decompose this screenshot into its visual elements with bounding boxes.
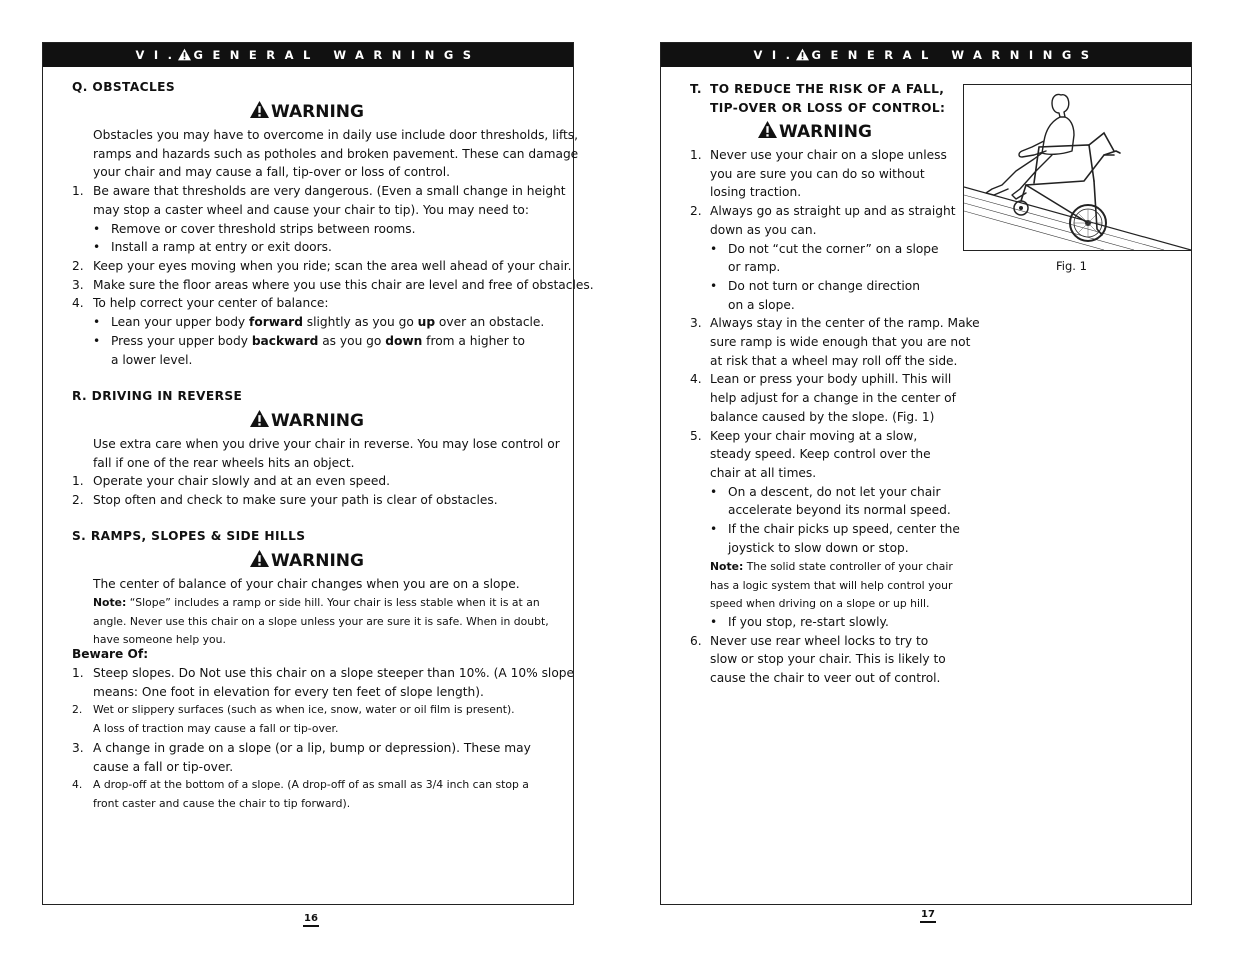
item-marker: • (710, 484, 718, 499)
section-q-item: Remove or cover threshold strips between rooms. (111, 221, 416, 236)
section-t-item: Do not “cut the corner” on a slope (728, 241, 939, 256)
figure-caption: Fig. 1 (1056, 259, 1087, 273)
item-marker: • (710, 522, 718, 536)
left-page-number: 16 (303, 913, 319, 927)
warning-label: WARNING (271, 411, 364, 431)
section-t-item: Keep your chair moving at a slow, (710, 428, 918, 443)
section-q-item: may stop a caster wheel and cause your chair to tip). You may need to: (93, 202, 529, 217)
section-t-note (710, 558, 953, 577)
banner-roman: VI. (753, 48, 800, 62)
section-t-item: accelerate beyond its normal speed. (728, 503, 951, 518)
text-mid: slightly as you go (302, 315, 418, 330)
section-t-item: down as you can. (710, 222, 817, 237)
text-mid: as you go (318, 334, 386, 348)
item-marker: • (93, 240, 101, 255)
banner-text: GENERAL WARNINGS (193, 48, 481, 62)
section-r-intro: Use extra care when you drive your chair in reverse. You may lose control or (93, 437, 560, 451)
item-marker: 3. (690, 316, 702, 331)
warning-heading (250, 409, 364, 432)
item-marker: 1. (72, 184, 84, 199)
section-t-item: If the chair picks up speed, center the (728, 522, 960, 536)
banner-warning-icon (178, 45, 191, 70)
section-t-item: on a slope. (728, 297, 795, 312)
figure-1 (963, 84, 1192, 251)
section-s-note: have someone help you. (93, 633, 226, 646)
section-s-item: front caster and cause the chair to tip forward). (93, 796, 351, 810)
section-r-intro: fall if one of the rear wheels hits an object. (93, 455, 355, 470)
section-t-item: losing traction. (710, 185, 802, 200)
item-marker: 4. (72, 296, 84, 311)
banner-text: GENERAL WARNINGS (811, 48, 1099, 62)
item-marker: 2. (72, 493, 84, 508)
section-q-intro: your chair and may cause a fall, tip-over or loss of control. (93, 165, 450, 180)
item-marker: 3. (72, 277, 84, 292)
item-marker: 2. (72, 258, 84, 273)
section-s-item: A drop-off at the bottom of a slope. (A drop-off of as small as 3/4 inch can stop a (93, 778, 529, 792)
warning-triangle-icon (796, 48, 809, 61)
note-label: Note: (93, 596, 127, 609)
section-t-item: balance caused by the slope. (Fig. 1) (710, 409, 935, 424)
item-marker: 3. (72, 740, 84, 755)
section-q-item: Keep your eyes moving when you ride; scan the area well ahead of your chair. (93, 258, 572, 273)
section-t-item: On a descent, do not let your chair (728, 484, 941, 499)
section-t-item: Always stay in the center of the ramp. Make (710, 316, 980, 331)
section-s-item: A change in grade on a slope (or a lip, bump or depression). These may (93, 740, 531, 755)
left-banner (43, 43, 573, 67)
wheelchair-on-slope-illustration (964, 85, 1191, 250)
section-t-item: help adjust for a change in the center of (710, 391, 956, 406)
warning-label: WARNING (271, 551, 364, 571)
section-t-item: joystick to slow down or stop. (728, 540, 909, 555)
warning-heading (250, 100, 364, 123)
section-q-item: Install a ramp at entry or exit doors. (111, 240, 332, 255)
note-label: Note: (710, 560, 744, 573)
section-s-item: A loss of traction may cause a fall or tip-over. (93, 722, 339, 736)
warning-triangle-icon (178, 48, 191, 61)
section-t-item: If you stop, re-start slowly. (728, 615, 889, 629)
section-s-item: Steep slopes. Do Not use this chair on a slope steeper than 10%. (A 10% slope (93, 666, 575, 680)
item-marker: 1. (690, 148, 702, 162)
section-t-item: Never use your chair on a slope unless (710, 148, 947, 162)
item-marker: 1. (72, 666, 84, 680)
text-post: from a higher to (422, 334, 525, 348)
text-bold: down (385, 334, 423, 348)
section-t-heading: TO REDUCE THE RISK OF A FALL, (710, 82, 945, 96)
note-text: “Slope” includes a ramp or side hill. Your chair is less stable when it is at an (126, 596, 540, 609)
warning-triangle-icon (250, 409, 269, 428)
section-r-item: Operate your chair slowly and at an even speed. (93, 474, 391, 489)
section-q-intro: Obstacles you may have to overcome in daily use include door thresholds, lifts, (93, 128, 579, 142)
item-marker: 2. (690, 204, 702, 219)
section-q-heading: Q. OBSTACLES (72, 80, 176, 94)
section-t-item: Always go as straight up and as straight (710, 204, 956, 219)
section-r-item: Stop often and check to make sure your path is clear of obstacles. (93, 493, 498, 508)
item-marker: • (710, 615, 718, 629)
warning-label: WARNING (779, 122, 872, 142)
beware-heading: Beware Of: (72, 647, 149, 661)
section-t-item: chair at all times. (710, 465, 817, 480)
section-t-item: Lean or press your body uphill. This will (710, 372, 952, 387)
right-page-number: 17 (920, 909, 936, 923)
item-marker: • (93, 334, 101, 348)
item-marker: 4. (690, 372, 702, 387)
section-q-item: To help correct your center of balance: (93, 296, 329, 311)
section-q-intro: ramps and hazards such as potholes and broken pavement. These can damage (93, 146, 579, 161)
warning-label: WARNING (271, 102, 364, 122)
item-marker: • (710, 278, 718, 293)
section-t-item: sure ramp is wide enough that you are not (710, 335, 971, 349)
section-t-item: Do not turn or change direction (728, 278, 920, 293)
text-post: over an obstacle. (435, 315, 545, 330)
banner-warning-icon (796, 45, 809, 70)
bullet-press-backward (111, 332, 525, 351)
bullet-lean-forward (111, 313, 544, 332)
item-marker: • (93, 221, 101, 236)
item-marker: • (710, 241, 718, 256)
section-t-item: cause the chair to veer out of control. (710, 671, 941, 686)
section-s-note (93, 594, 540, 613)
section-q-item: Make sure the floor areas where you use this chair are level and free of obstacles. (93, 277, 594, 292)
section-s-item: Wet or slippery surfaces (such as when ice, snow, water or oil film is present). (93, 703, 515, 717)
section-s-note: angle. Never use this chair on a slope unless your are sure it is safe. When in doubt, (93, 614, 549, 628)
section-s-heading: S. RAMPS, SLOPES & SIDE HILLS (72, 529, 306, 543)
section-t-item: or ramp. (728, 260, 781, 275)
section-s-item: cause a fall or tip-over. (93, 759, 234, 774)
note-text: The solid state controller of your chair (743, 560, 953, 573)
section-t-item: you are sure you can do so without (710, 166, 925, 181)
warning-triangle-icon (250, 549, 269, 568)
text-bold: forward (249, 315, 303, 330)
section-r-heading: R. DRIVING IN REVERSE (72, 389, 243, 403)
section-s-item: means: One foot in elevation for every ten feet of slope length). (93, 684, 484, 699)
item-marker: 2. (72, 703, 83, 717)
item-marker: 1. (72, 474, 84, 489)
right-banner (661, 43, 1191, 67)
item-marker: 6. (690, 633, 702, 648)
item-marker: 4. (72, 778, 83, 792)
text-pre: Press your upper body (111, 334, 252, 348)
text-bold: up (417, 315, 436, 330)
section-t-heading: TIP-OVER OR LOSS OF CONTROL: (710, 101, 946, 115)
warning-triangle-icon (758, 120, 777, 139)
banner-roman: VI. (135, 48, 182, 62)
item-marker: • (93, 315, 101, 330)
warning-heading (250, 549, 364, 572)
bullet-press-backward-line2: a lower level. (111, 352, 193, 367)
section-q-item: Be aware that thresholds are very dangerous. (Even a small change in height (93, 184, 566, 199)
section-t-note: speed when driving on a slope or up hill. (710, 597, 930, 610)
warning-heading (758, 120, 872, 143)
section-t-item: steady speed. Keep control over the (710, 447, 931, 462)
item-marker: 5. (690, 428, 702, 443)
section-t-letter: T. (690, 82, 702, 96)
text-bold: backward (251, 334, 319, 348)
section-s-intro: The center of balance of your chair changes when you are on a slope. (93, 577, 520, 591)
section-t-item: slow or stop your chair. This is likely to (710, 652, 946, 667)
section-t-item: Never use rear wheel locks to try to (710, 633, 929, 648)
section-t-note: has a logic system that will help control your (710, 579, 953, 592)
warning-triangle-icon (250, 100, 269, 119)
text-pre: Lean your upper body (111, 315, 250, 330)
section-t-item: at risk that a wheel may roll off the side. (710, 353, 958, 368)
